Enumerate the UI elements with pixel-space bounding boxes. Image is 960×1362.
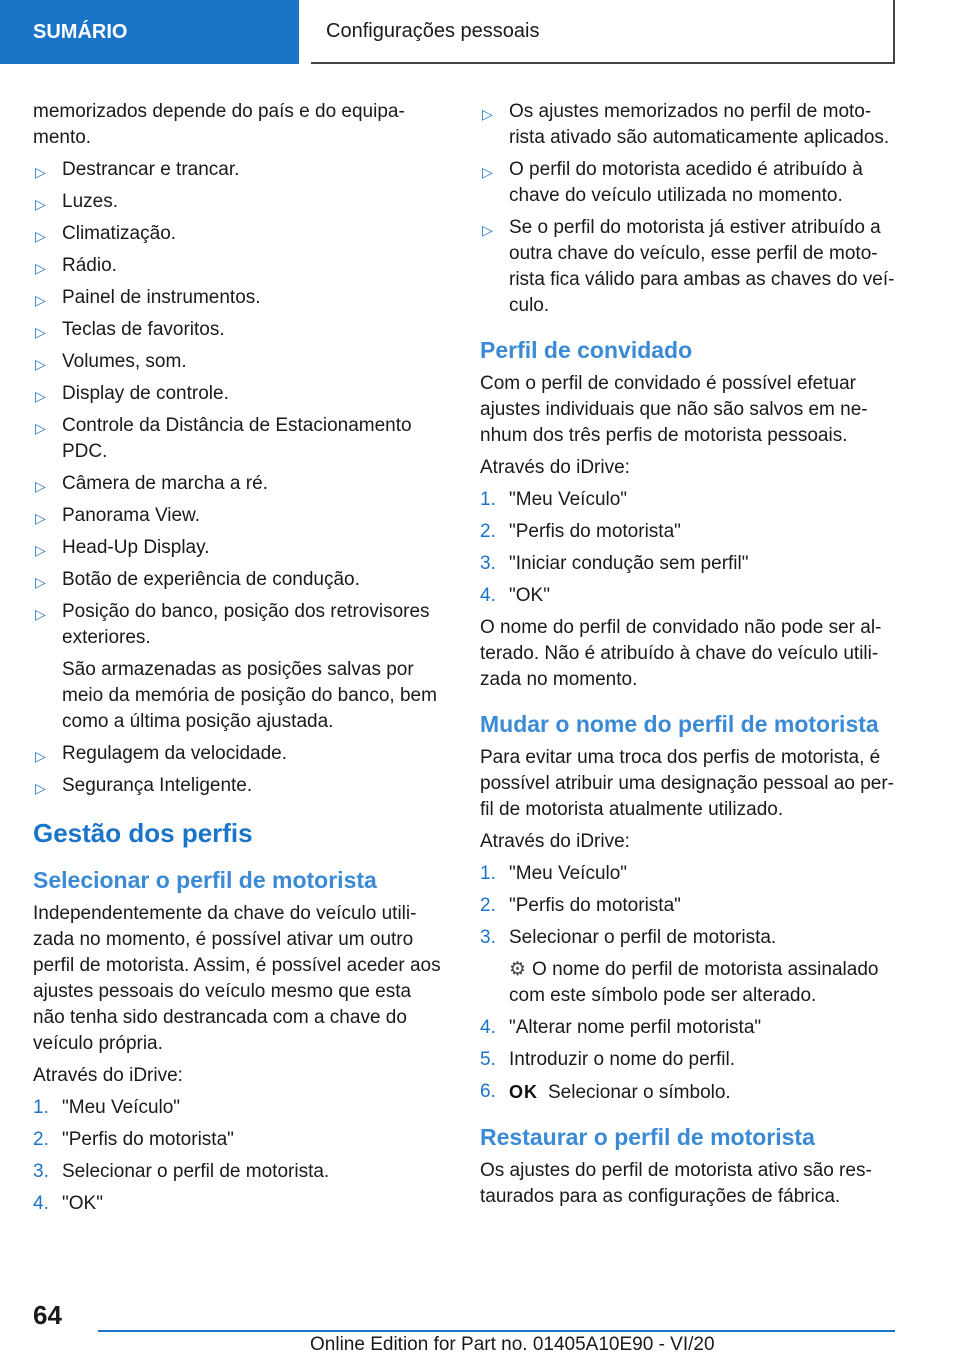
step-item: 1. "Meu Veículo" <box>33 1097 181 1118</box>
triangle-right-icon: ▷ <box>35 510 46 526</box>
list-item: ▷ O perfil do motorista acedido é atribuído à chave do veículo utilizada no momento. <box>482 159 863 206</box>
triangle-right-icon: ▷ <box>35 196 46 212</box>
triangle-right-icon: ▷ <box>35 748 46 764</box>
subheading-guest-profile: Perfil de convidado <box>480 337 693 363</box>
ok-symbol-icon: OK <box>509 1082 538 1102</box>
triangle-right-icon: ▷ <box>35 606 46 622</box>
list-item: ▷ Se o perfil do motorista já estiver atribuído a outra chave do veículo, esse perfil de moto‐rista fica válido para ambas as chaves do veí‐culo. <box>482 217 895 316</box>
page-number: 64 <box>33 1300 62 1330</box>
subheading-rename-driver-profile: Mudar o nome do perfil de motorista <box>480 711 879 737</box>
list-item: ▷ Display de controle. <box>33 381 448 407</box>
triangle-right-icon: ▷ <box>35 478 46 494</box>
left-column <box>33 99 448 1223</box>
select-profile-paragraph: Independentemente da chave do veículo utili‐zada no momento, é possível ativar um outro perfil de motorista. Assim, é possível aceder aos ajustes pessoais do veículo mesmo que esta não tenha sido destrancada com a chave do veículo própria. <box>33 903 441 1054</box>
list-item: ▷ Rádio. <box>33 253 448 279</box>
select-profile-steps <box>33 1095 448 1217</box>
reset-profile-paragraph: Os ajustes do perfil de motorista ativo são res‐taurados para as configurações de fábrica. <box>480 1160 872 1207</box>
step-item: 3. "Iniciar condução sem perfil" <box>480 553 749 574</box>
triangle-right-icon: ▷ <box>35 260 46 276</box>
list-item: ▷ Botão de experiência de condução. <box>33 567 448 593</box>
step-item: 4. "OK" <box>480 585 550 606</box>
memorized-settings-list <box>33 157 448 799</box>
list-item: ▷ Regulagem da velocidade. <box>33 741 448 767</box>
triangle-right-icon: ▷ <box>35 420 46 436</box>
step-item: 2. "Perfis do motorista" <box>33 1129 234 1150</box>
step-item: 5. Introduzir o nome do perfil. <box>480 1049 736 1070</box>
triangle-right-icon: ▷ <box>35 292 46 308</box>
list-item: ▷ Segurança Inteligente. <box>33 773 448 799</box>
triangle-right-icon: ▷ <box>35 780 46 796</box>
step-item: 4. "Alterar nome perfil motorista" <box>480 1017 762 1038</box>
step-item: 1. "Meu Veículo" <box>480 863 628 884</box>
triangle-right-icon: ▷ <box>35 574 46 590</box>
step-item: 3. Selecionar o perfil de motorista. <box>33 1161 330 1182</box>
step-item: 6. OK Selecionar o símbolo. <box>480 1081 731 1103</box>
subheading-reset-driver-profile: Restaurar o perfil de motorista <box>480 1124 815 1150</box>
step-item: 1. "Meu Veículo" <box>480 489 628 510</box>
list-item: ▷ Posição do banco, posição dos retrovisores exteriores. São armazenadas as posições salvas por meio da memória de posição do banco, bem como a última posição ajustada. <box>33 599 448 735</box>
rename-symbol-note: ⚙ O nome do perfil de motorista assinalado com este símbolo pode ser alterado. <box>509 959 879 1006</box>
header-contents-tab[interactable] <box>0 0 299 64</box>
list-item: ▷ Painel de instrumentos. <box>33 285 448 311</box>
triangle-right-icon: ▷ <box>35 164 46 180</box>
idrive-intro: Através do iDrive: <box>480 457 630 478</box>
footer-divider <box>98 1330 895 1332</box>
right-column <box>480 99 895 1216</box>
triangle-right-icon: ▷ <box>35 388 46 404</box>
triangle-right-icon: ▷ <box>482 106 493 122</box>
list-item: ▷ Os ajustes memorizados no perfil de moto‐rista ativado são automaticamente aplicados. <box>482 101 890 148</box>
gear-icon: ⚙ <box>509 959 527 980</box>
list-item: ▷ Luzes. <box>33 189 448 215</box>
rename-profile-paragraph: Para evitar uma troca dos perfis de motorista, é possível atribuir uma designação pessoal ao per‐fil de motorista atualmente utilizado. <box>480 747 895 820</box>
triangle-right-icon: ▷ <box>482 222 493 238</box>
rename-profile-steps <box>480 861 895 1106</box>
idrive-intro: Através do iDrive: <box>33 1065 183 1086</box>
header-contents-label: SUMÁRIO <box>33 20 128 43</box>
header-section-title <box>311 0 895 64</box>
list-item: ▷ Panorama View. <box>33 503 448 529</box>
intro-text: memorizados depende do país e do equipa‐mento. <box>33 101 405 148</box>
list-item: ▷ Teclas de favoritos. <box>33 317 448 343</box>
step-item: 2. "Perfis do motorista" <box>480 521 681 542</box>
idrive-intro: Através do iDrive: <box>480 831 630 852</box>
triangle-right-icon: ▷ <box>35 356 46 372</box>
subheading-select-driver-profile: Selecionar o perfil de motorista <box>33 867 377 893</box>
section-heading-profile-management: Gestão dos perfis <box>33 818 253 848</box>
step-item: 3. Selecionar o perfil de motorista. ⚙ O nome do perfil de motorista assinalado com este símbolo pode ser alterado. <box>480 925 895 1009</box>
list-item: ▷ Head-Up Display. <box>33 535 448 561</box>
guest-profile-paragraph: Com o perfil de convidado é possível efetuar ajustes individuais que não são salvos em ne‐nhum dos três perfis de motorista pessoais. <box>480 373 868 446</box>
triangle-right-icon: ▷ <box>35 228 46 244</box>
triangle-right-icon: ▷ <box>35 542 46 558</box>
triangle-right-icon: ▷ <box>482 164 493 180</box>
guest-profile-steps <box>480 487 895 609</box>
section-title-label: Configurações pessoais <box>326 19 540 42</box>
footer-edition: Online Edition for Part no. 01405A10E90 - VI/20 <box>310 1334 715 1355</box>
guest-profile-note: O nome do perfil de convidado não pode ser al‐terado. Não é atribuído à chave do veículo utili‐zada no momento. <box>480 617 882 690</box>
triangle-right-icon: ▷ <box>35 324 46 340</box>
step-item: 4. "OK" <box>33 1193 103 1214</box>
list-item: ▷ Volumes, som. <box>33 349 448 375</box>
seat-position-note: São armazenadas as posições salvas por meio da memória de posição do banco, bem como a última posição ajustada. <box>62 659 437 732</box>
step-item: 2. "Perfis do motorista" <box>480 895 681 916</box>
list-item: ▷ Câmera de marcha a ré. <box>33 471 448 497</box>
profile-behavior-list <box>480 99 895 319</box>
list-item: ▷ Destrancar e trancar. <box>33 157 448 183</box>
list-item: ▷ Climatização. <box>33 221 448 247</box>
list-item: ▷ Controle da Distância de Estacionamento PDC. <box>35 415 412 462</box>
